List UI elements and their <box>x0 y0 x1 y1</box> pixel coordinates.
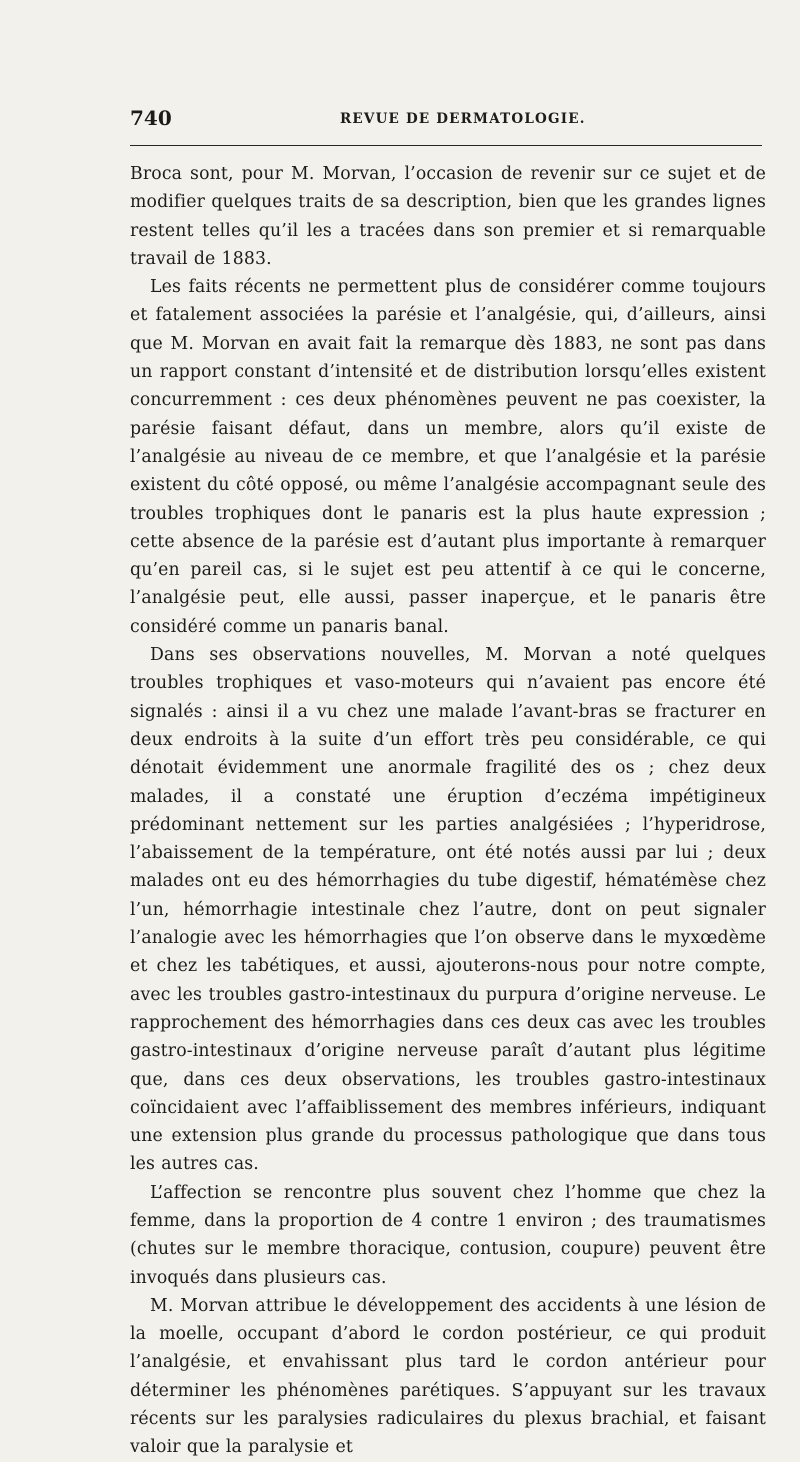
paragraph: L’affection se rencontre plus souvent chez l’homme que chez la femme, dans la proportion de 4 contre 1 environ ; des traumatismes (chutes sur le membre thoracique, contusion, coupure) peuvent être invoqués dans plusieurs cas. <box>130 1182 766 1288</box>
header-rule <box>130 145 762 146</box>
running-title: REVUE DE DERMATOLOGIE. <box>340 111 586 127</box>
paragraph: Broca sont, pour M. Morvan, l’occasion de revenir sur ce sujet et de modifier quelques traits de sa description, bien que les grandes lignes restent telles qu’il les a tracées dans son premier et si remarquable travail de 1883. <box>130 164 766 269</box>
paragraph: Dans ses observations nouvelles, M. Morvan a noté quelques troubles trophiques et vaso-moteurs qui n’avaient pas encore été signalés : ainsi il a vu chez une malade l’avant-bras se fracturer en deux endroits à la suite d’un effort très peu considérable, ce qui dénotait évidemment une anormale fragilité des os ; chez deux malades, il a constaté une éruption d’eczéma impétigineux prédominant nettement sur les parties analgésiées ; l’hyperidrose, l’abaissement de la température, ont été notés aussi par lui ; deux malades ont eu des hémorrhagies du tube digestif, hématémèse chez l’un, hémorrhagie intestinale chez l’autre, dont on peut signaler l’analogie avec les hémorrhagies que l’on observe dans le myxœdème et chez les tabétiques, et aussi, ajouterons-nous pour notre compte, avec les troubles gastro-intestinaux du purpura d’origine nerveuse. Le rapprochement des hémorrhagies dans ces deux cas avec les troubles gastro-intestinaux d’origine nerveuse paraît d’autant plus légitime que, dans ces deux observations, les troubles gastro-intestinaux coïncidaient avec l’affaiblissement des membres inférieurs, indiquant une extension plus grande du processus pathologique que dans tous les autres cas. <box>130 645 766 1175</box>
page-number: 740 <box>130 106 172 130</box>
body-text <box>130 160 766 1462</box>
page-header <box>130 106 766 136</box>
paragraph: Les faits récents ne permettent plus de considérer comme toujours et fatalement associées la parésie et l’analgésie, qui, d’ailleurs, ainsi que M. Morvan en avait fait la remarque dès 1883, ne sont pas dans un rapport constant d’intensité et de distribution lorsqu’elles existent concurremment : ces deux phénomènes peuvent ne pas coexister, la parésie faisant défaut, dans un membre, alors qu’il existe de l’analgésie au niveau de ce membre, et que l’analgésie et la parésie existent du côté opposé, ou même l’analgésie accompagnant seule des troubles trophiques dont le panaris est la plus haute expression ; cette absence de la parésie est d’autant plus importante à remarquer qu’en pareil cas, si le sujet est peu attentif à ce qui le concerne, l’analgésie peut, elle aussi, passer inaperçue, et le panaris être considéré comme un panaris banal. <box>130 277 766 637</box>
paragraph: M. Morvan attribue le développement des accidents à une lésion de la moelle, occupant d’abord le cordon postérieur, ce qui produit l’analgésie, et envahissant plus tard le cordon antérieur pour déterminer les phénomènes parétiques. S’appuyant sur les travaux récents sur les paralysies radiculaires du plexus brachial, et faisant valoir que la paralysie et <box>130 1295 766 1458</box>
